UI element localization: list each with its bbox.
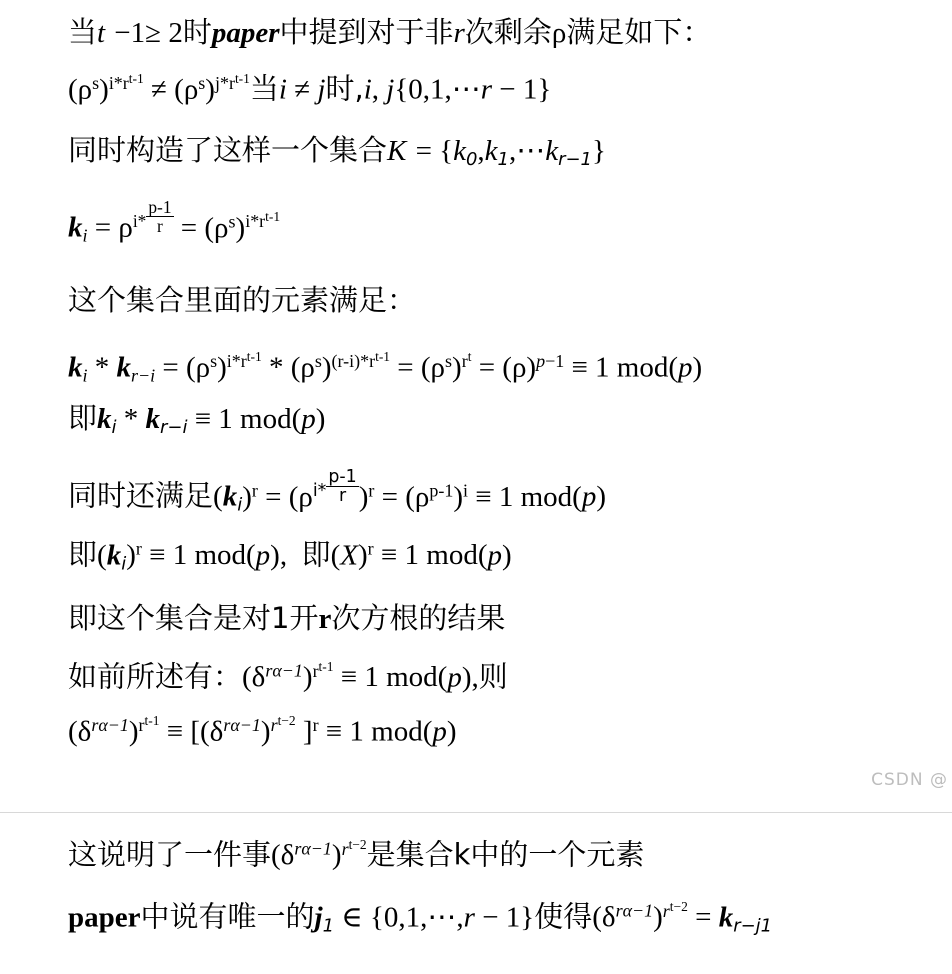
text-line-9: 即$(k_i)^r \equiv 1$ mod(p), 即$(X)^r \equiv 1$ mod(p) (68, 537, 512, 575)
text-line-13: 这说明了一件事$(\delta^{r\alpha-1})^{r^{t-2}}$是集合k中的一个元素 (68, 837, 645, 872)
text-line-3: 同时构造了这样一个集合$K = \{k_0,k_1,\cdots k_{r-1}\}$ (68, 133, 606, 171)
text-line-6: $k_i * k_{r-i} = (\rho^s)^{i*r^{t-1}} * (\rho^s)^{(r-i)*r^{t-1}} = (\rho^s)^{r^t} = (\rho)^{p-1} \equiv 1$ mod(p) (68, 349, 703, 386)
text-line-1 (68, 15, 712, 49)
csdn-watermark: CSDN @ (871, 770, 948, 790)
text-line-10: 即这个集合是对1开r次方根的结果 (68, 601, 506, 635)
text-line-5: 这个集合里面的元素满足： (68, 283, 417, 317)
text-line-14: paper中说有唯一的$j_1$ ∈ {0,1,⋯,r − 1}使得$(\delta^{r\alpha-1})^{r^{t-2}} = k_{r-j1}$ (68, 899, 773, 937)
text-line-2: $(\rho^s)^{i*r^{t-1}} \ne (\rho^s)^{j*r^{t-1}}$当i ≠ j时,i, j{0,1,⋯r − 1} (68, 71, 552, 106)
section-divider (0, 812, 952, 813)
text-line-7: 即$k_i * k_{r-i} \equiv 1$ mod(p) (68, 401, 326, 439)
text-line-8: 同时还满足$(k_i)^r = (\rho i*$ $\frac{p-1}{r}$ )$^r = (\rho^{p-1})^i \equiv 1$ mod(p) (68, 467, 607, 516)
line-1-content: 当t −1≥ 2时paper中提到对于非r次剩余ρ满足如下： (68, 15, 712, 49)
text-line-11: 如前所述有：$(\delta^{r\alpha-1})^{r^{t-1}} \equiv 1$ mod(p),则 (68, 659, 508, 694)
text-line-12: $(\delta^{r\alpha-1})^{r^{t-1}} \equiv [(\delta^{r\alpha-1})^{r^{t-2}}$ ]$^r$ ≡ 1 mod(p) (68, 713, 457, 748)
text-line-4: $k_i = \rho i*$ $\frac{p-1}{r}$ = $(\rho^s)^{i*r^{t-1}}$ (68, 197, 281, 246)
text-line-15-clipped (68, 958, 75, 972)
